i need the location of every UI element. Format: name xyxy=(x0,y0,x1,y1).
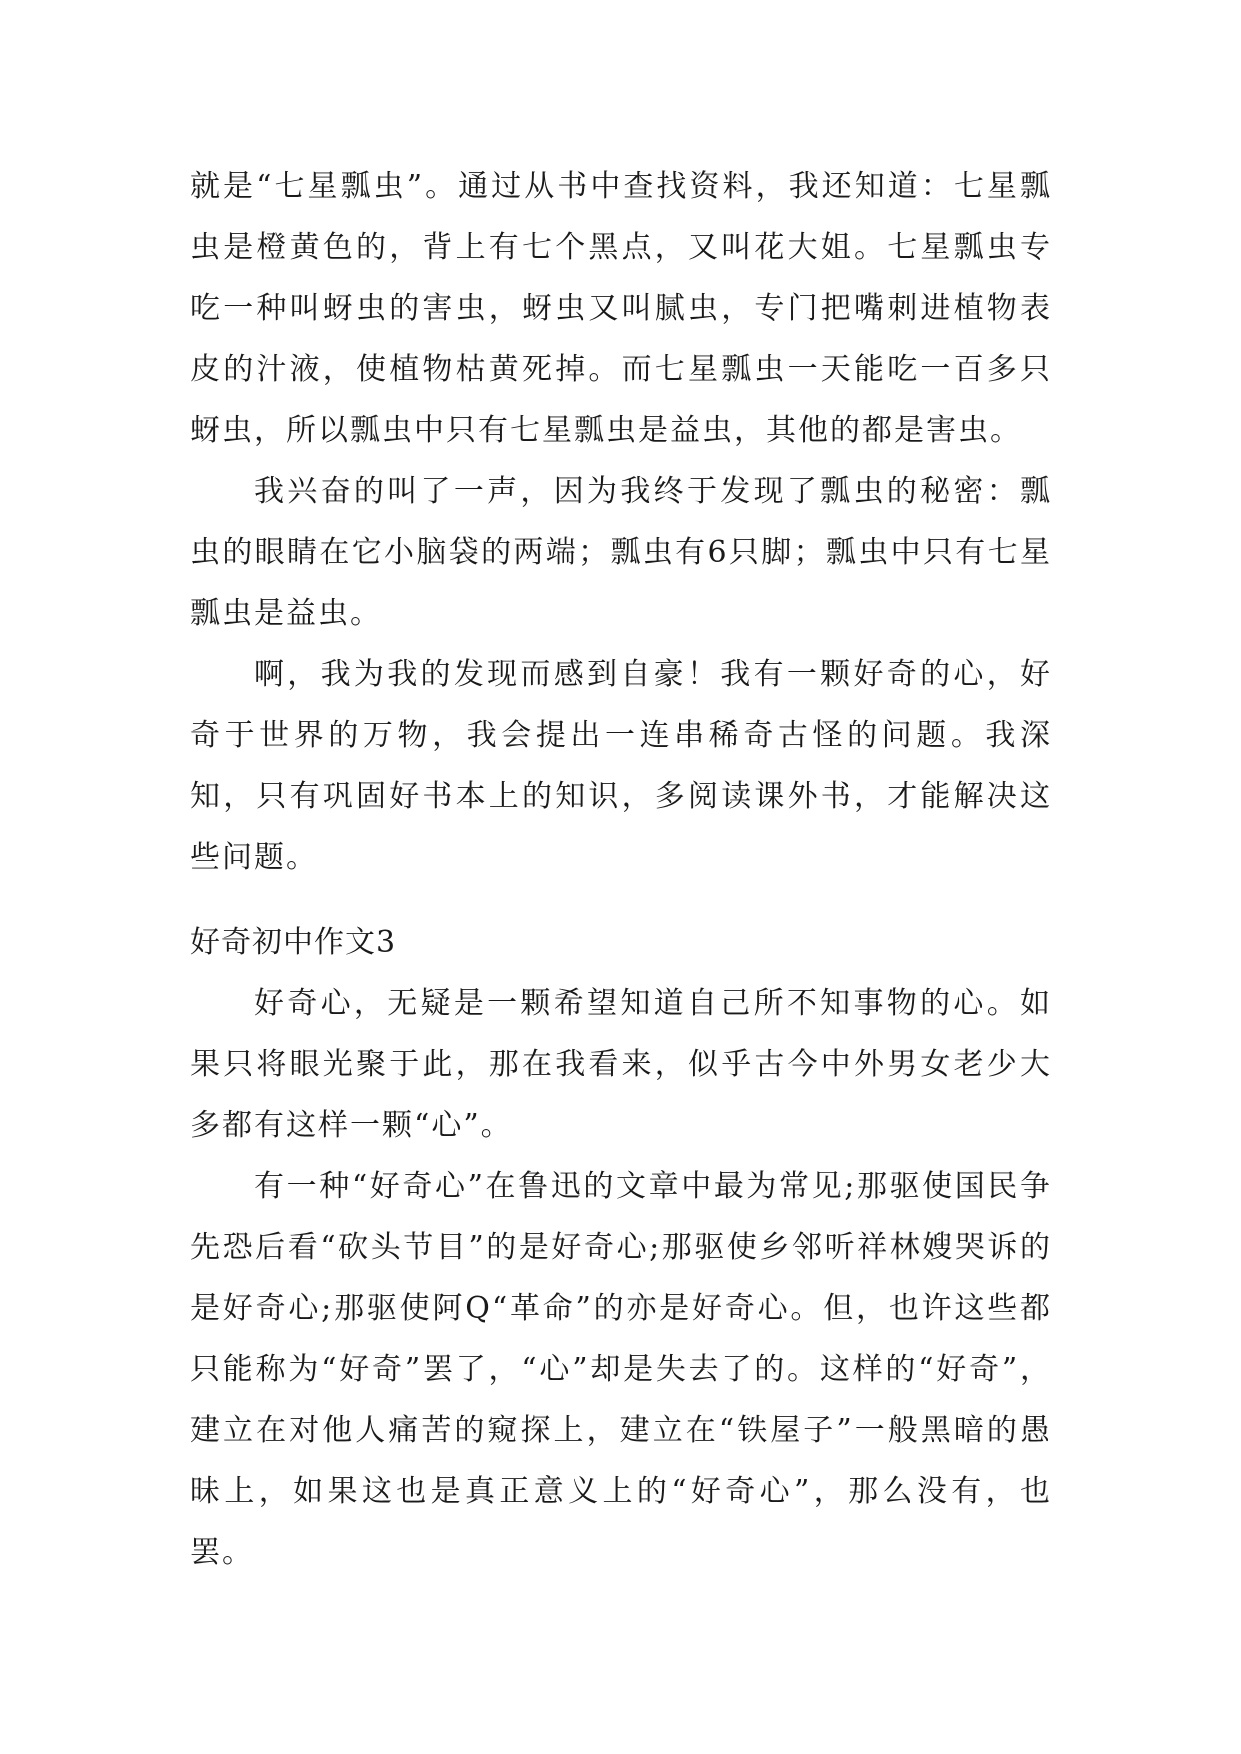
paragraph-ladybug-facts: 就是“七星瓢虫”。通过从书中查找资料，我还知道：七星瓢虫是橙黄色的，背上有七个黑点，又叫花大姐。七星瓢虫专吃一种叫蚜虫的害虫，蚜虫又叫腻虫，专门把嘴刺进植物表皮的汁液，使植物枯黄死掉。而七星瓢虫一天能吃一百多只蚜虫，所以瓢虫中只有七星瓢虫是益虫，其他的都是害虫。 xyxy=(190,169,1052,448)
paragraph-luxun-curiosity: 有一种“好奇心”在鲁迅的文章中最为常见;那驱使国民争先恐后看“砍头节目”的是好奇心;那驱使乡邻听祥林嫂哭诉的是好奇心;那驱使阿Q“革命”的亦是好奇心。但，也许这些都只能称为“好奇”罢了，“心”却是失去了的。这样的“好奇”，建立在对他人痛苦的窥探上，建立在“铁屋子”一般黑暗的愚昧上，如果这也是真正意义上的“好奇心”，那么没有，也罢。 xyxy=(190,1169,1052,1570)
paragraph-ladybug-discovery: 我兴奋的叫了一声，因为我终于发现了瓢虫的秘密：瓢虫的眼睛在它小脑袋的两端；瓢虫有6只脚；瓢虫中只有七星瓢虫是益虫。 xyxy=(190,474,1052,631)
essay-3 xyxy=(190,912,1052,1583)
essay-continuation xyxy=(190,156,1052,888)
paragraph-curiosity-definition: 好奇心，无疑是一颗希望知道自己所不知事物的心。如果只将眼光聚于此，那在我看来，似乎古今中外男女老少大多都有这样一颗“心”。 xyxy=(190,986,1052,1143)
paragraph-curious-heart: 啊，我为我的发现而感到自豪！我有一颗好奇的心，好奇于世界的万物，我会提出一连串稀奇古怪的问题。我深知，只有巩固好书本上的知识，多阅读课外书，才能解决这些问题。 xyxy=(190,657,1052,875)
essay-title: 好奇初中作文3 xyxy=(190,925,397,960)
